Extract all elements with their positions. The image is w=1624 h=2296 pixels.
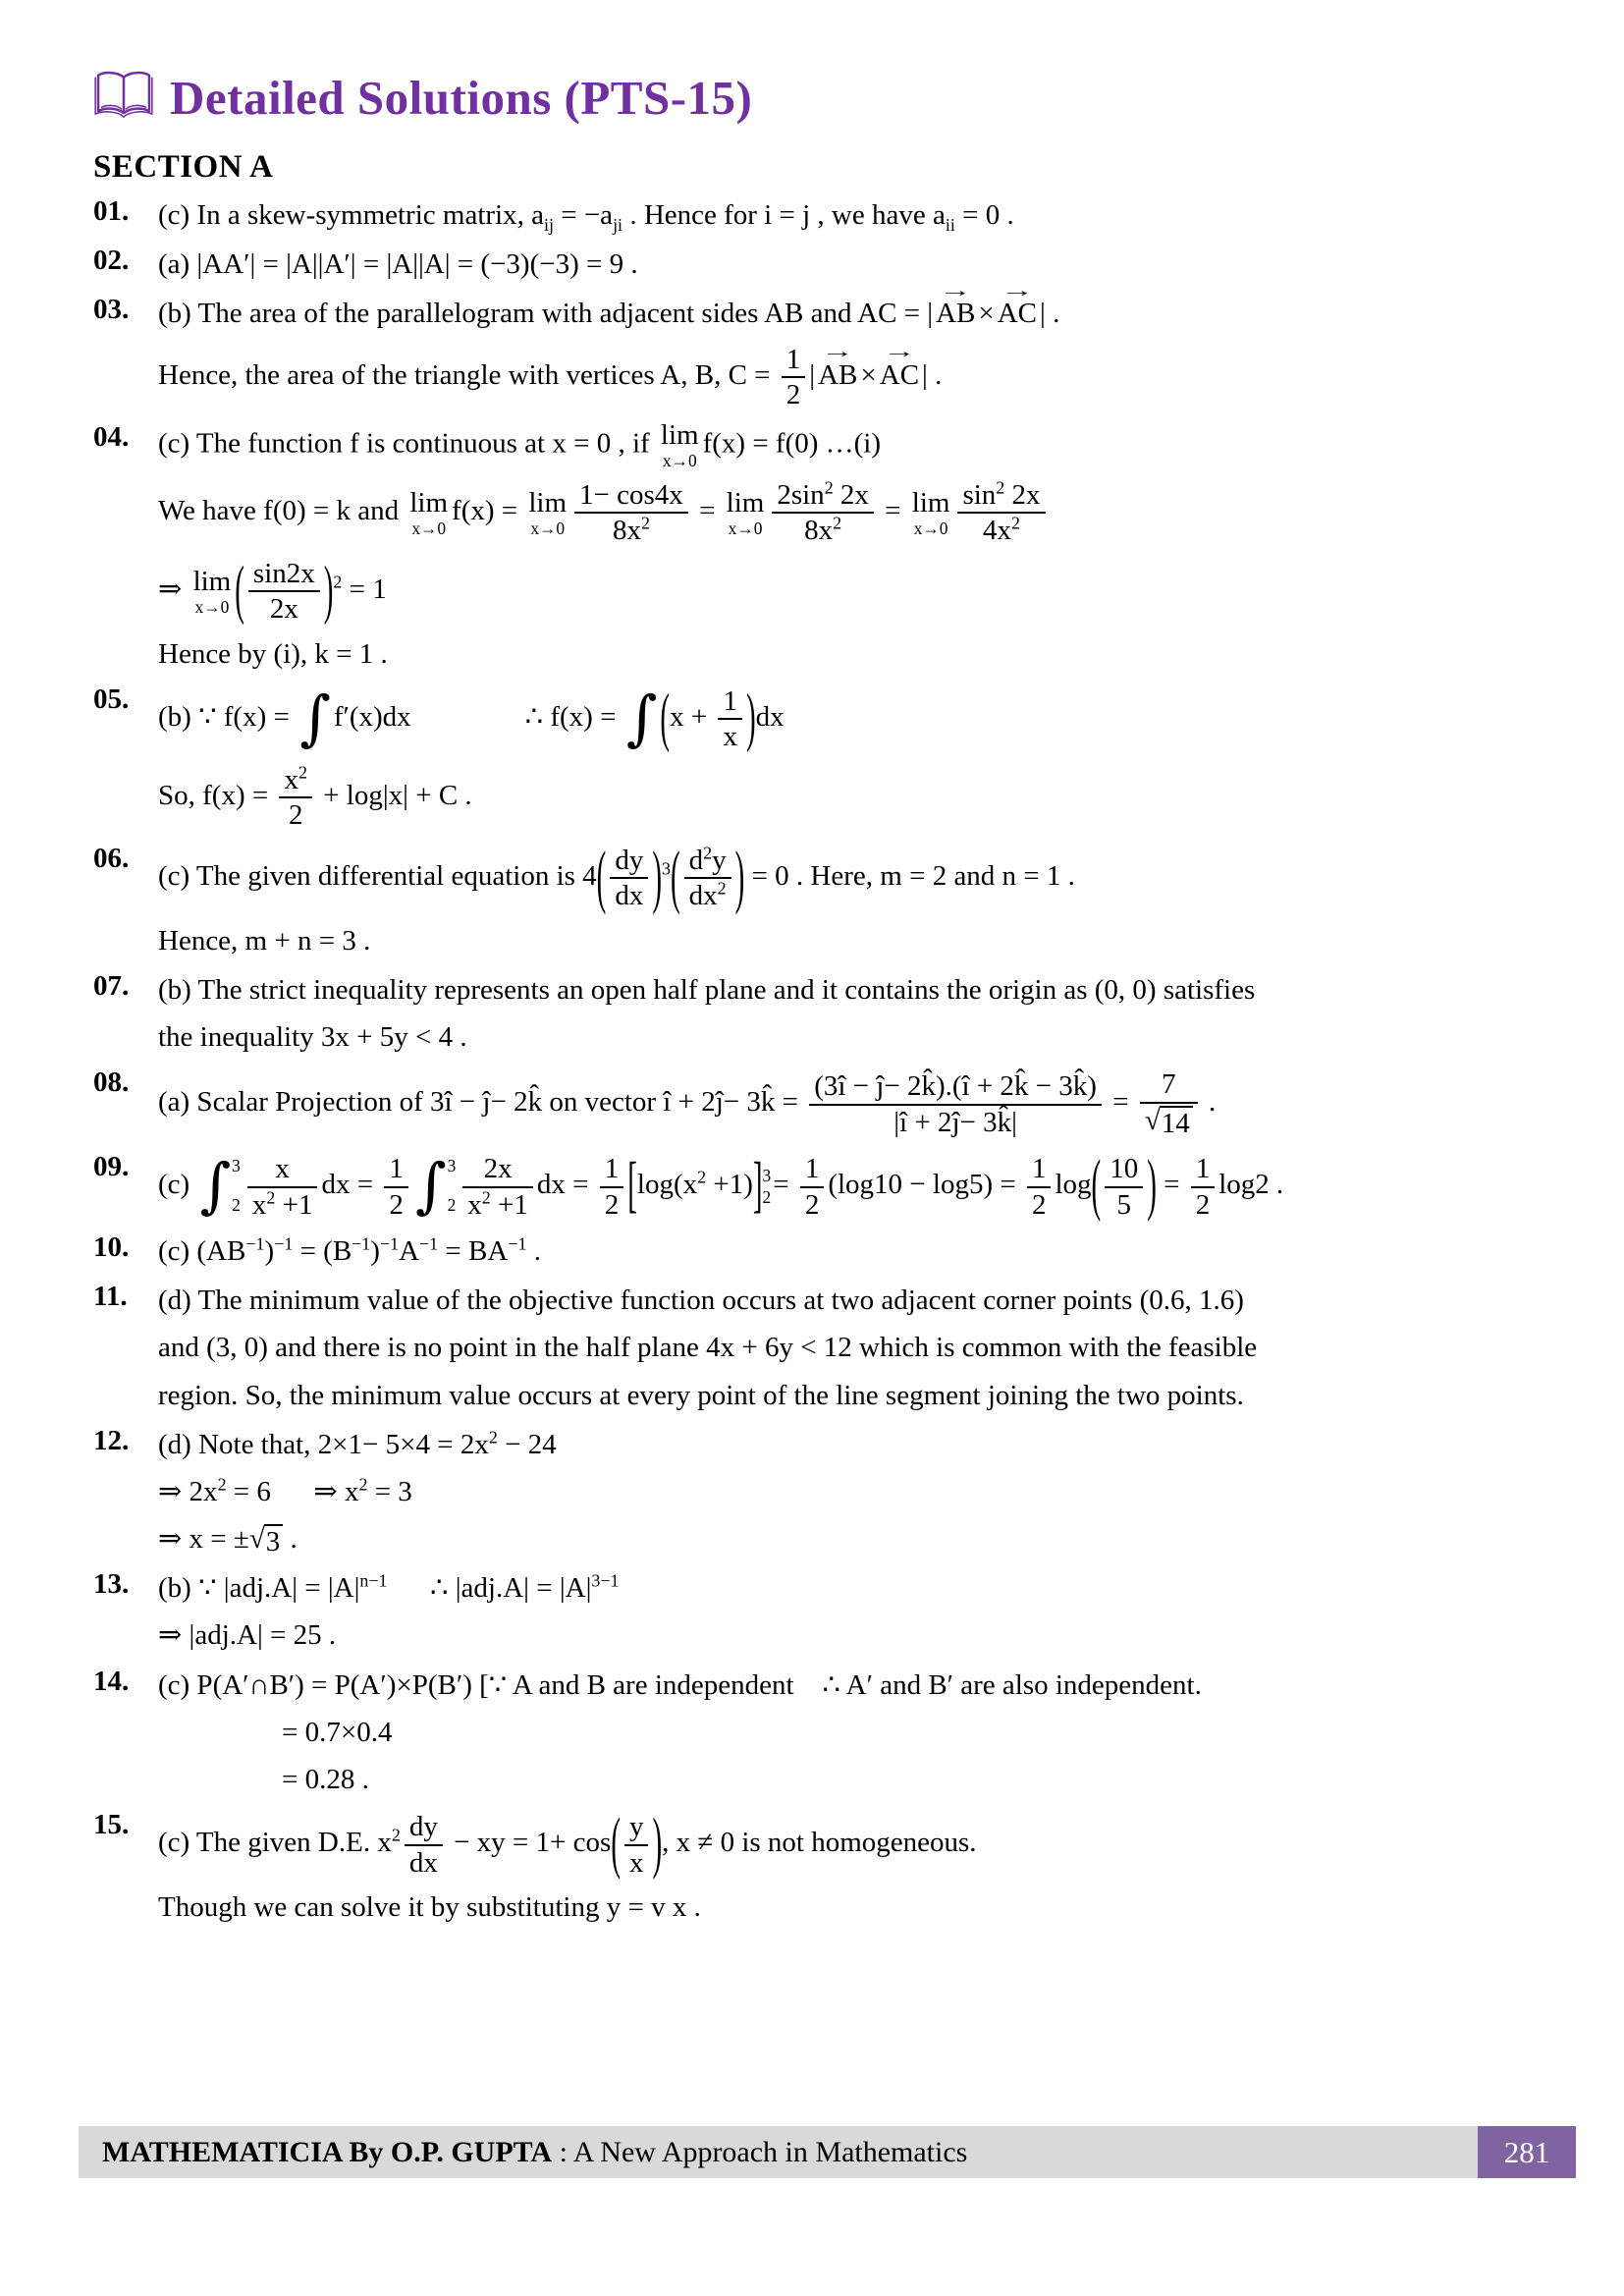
solution-line: (a) |AA′| = |A||A′| = |A||A| = (−3)(−3) = 9 . (158, 248, 638, 281)
solution-line: Hence, m + n = 3 . (158, 924, 371, 957)
solution-item (93, 838, 1573, 961)
superscript: 2 (358, 1474, 368, 1495)
title-row (93, 69, 1573, 126)
page-number-badge: 281 (1478, 2126, 1576, 2178)
denominator: dx (615, 880, 644, 912)
square-root (1145, 1106, 1193, 1140)
numerator: 1− cos4x (574, 479, 688, 514)
open-book-icon (93, 69, 154, 126)
solution-line: (c) In a skew-symmetric matrix, $a_{ij} = -a_{ji}$ . Hence for i = j , we have $a_{ii} = 0$ . (158, 199, 1014, 235)
item-number: 09. (93, 1151, 130, 1183)
big-delimiter: ) (652, 1805, 663, 1882)
radicand: 14 (1160, 1106, 1193, 1140)
superscript: 2 (391, 1825, 401, 1845)
denominator: 2 (785, 378, 801, 410)
integral (199, 1151, 241, 1222)
solution-item (93, 1666, 1573, 1801)
big-delimiter: ( (611, 1805, 621, 1882)
fraction (600, 1153, 624, 1221)
integral-sign: ∫ (414, 1151, 447, 1222)
fraction (1027, 1153, 1052, 1221)
fraction (684, 845, 731, 912)
item-body (158, 838, 1573, 961)
solution-line: Though we can solve it by substituting y = v x . (158, 1890, 701, 1923)
solution-item (93, 245, 1573, 285)
superscript: −1 (245, 1233, 265, 1254)
fraction (1140, 1068, 1198, 1140)
bracket-bounds: 3 2 (762, 1165, 772, 1208)
big-delimiter: ( (660, 682, 671, 755)
solution-line: region. So, the minimum value occurs at every point of the line segment joining the two points. (158, 1379, 1244, 1411)
radical-sign: √ (248, 1523, 265, 1556)
solution-line: ⇒ |adj.A| = 25 . (158, 1619, 337, 1652)
solution-line: Hence by (i), k = 1 . (158, 637, 388, 670)
solution-item (93, 195, 1573, 236)
big-delimiter: ( (1091, 1147, 1102, 1224)
radicand: 3 (264, 1524, 284, 1558)
solution-line: (b) The area of the parallelogram with adjacent sides AB and AC = | → AB × → AC | . (158, 294, 1573, 334)
page-content (93, 69, 1573, 1937)
solution-line: We have f(0) = k and lim x→0 f(x) = lim x→0 $\frac{1- \cos 4x}{8x^2}$ = lim x→0 $\frac{2\sin^2 2x}{8x^2}$ = lim x→0 $\frac{\sin^2 2x}{4x^2}$ (158, 477, 1573, 549)
superscript: −1 (274, 1233, 294, 1254)
limit: lim x→0 (528, 486, 568, 538)
numerator: $x^2$ (279, 764, 311, 798)
solution-line: (c) The given D.E. $x^2$ $\frac{dy}{dx}$ − xy = 1+ cos( $\frac{y}{x}$ ), x ≠ 0 is not homogeneous. (158, 1805, 977, 1882)
numerator: dy (405, 1811, 443, 1845)
limit: lim x→0 (660, 419, 699, 471)
numerator: $d^2y$ (684, 845, 731, 879)
denominator: $x^2 +1$ (467, 1186, 528, 1221)
item-number: 08. (93, 1066, 130, 1099)
integral-sign: ∫ (199, 1151, 232, 1222)
vector-arrow-icon: → (939, 280, 972, 302)
solution-item (93, 1231, 1573, 1272)
item-number: 10. (93, 1230, 130, 1263)
numerator: $2\sin^2$ 2x (772, 479, 874, 514)
superscript: 2 (333, 572, 343, 592)
numerator: 1 (1027, 1153, 1052, 1187)
item-body (158, 245, 1573, 285)
solution-line: = 0.7×0.4 (282, 1716, 393, 1748)
page-title: Detailed Solutions (PTS-15) (170, 70, 753, 125)
superscript: 2 (697, 1167, 707, 1187)
solutions-list (93, 195, 1573, 1928)
solution-line: (c) P(A′∩B′) = P(A′)×P(B′) [∵ A and B are independent ∴ A′ and B′ are also independent. (158, 1668, 1202, 1701)
subscript: ij (543, 214, 554, 235)
item-number: 06. (93, 842, 130, 874)
solution-line: (d) Note that, $2\times 1- 5\times 4 = 2x^2 - 24$ (158, 1427, 557, 1460)
denominator (1140, 1104, 1198, 1140)
integral-sign: ∫ (625, 683, 658, 753)
denominator: $x^2 +1$ (251, 1186, 313, 1221)
item-body (158, 683, 1573, 834)
superscript: −1 (352, 1233, 371, 1254)
vector: → AB (818, 341, 858, 391)
solution-line: (b) ∵ f(x) = ∫ f′(x)dx ∴ f(x) = ∫ (x + $\frac{1}{x}$ )dx (158, 682, 785, 755)
numerator: y (624, 1811, 649, 1845)
item-body (158, 970, 1573, 1058)
radical-sign: √ (1144, 1104, 1161, 1136)
subscript: ii (945, 214, 955, 235)
fraction (1105, 1153, 1143, 1221)
big-delimiter: ) (745, 682, 756, 755)
subscript: ji (613, 214, 623, 235)
big-delimiter: ) (734, 838, 745, 916)
item-number: 07. (93, 969, 130, 1002)
fraction (718, 685, 742, 753)
numerator: (3î − ĵ− 2k̂).(î + 2k̂ − 3k̂) (809, 1070, 1102, 1105)
denominator: 2 (288, 799, 303, 832)
footer-brand-rest: : A New Approach in Mathematics (552, 2135, 968, 2168)
item-body (158, 421, 1573, 674)
solution-line: So, f(x) = $\frac{x^2}{2}$ + log|x| + C . (158, 762, 472, 832)
fraction (782, 344, 806, 411)
superscript: −1 (379, 1233, 400, 1254)
item-number: 05. (93, 683, 130, 715)
big-delimiter: ( (235, 554, 244, 627)
item-body (158, 1805, 1573, 1928)
denominator: 5 (1116, 1188, 1131, 1221)
numerator: 1 (782, 344, 806, 378)
denominator: x (628, 1846, 644, 1879)
item-number: 01. (93, 195, 130, 227)
limit: lim x→0 (726, 486, 765, 538)
solution-line: (d) The minimum value of the objective function occurs at two adjacent corner points (0.6, 1.6) (158, 1285, 1244, 1317)
big-delimiter: ( (671, 838, 680, 916)
fraction (462, 1153, 533, 1221)
denominator: 2x (269, 593, 298, 626)
fraction (1191, 1153, 1216, 1221)
denominator: 2 (389, 1188, 404, 1221)
superscript: 2 (217, 1474, 227, 1495)
solution-line: (c) The function f is continuous at x = 0 , if lim x→0 f(x) = f(0) …(i) (158, 419, 882, 471)
integral (299, 683, 331, 753)
numerator: 1 (1191, 1153, 1216, 1187)
superscript: 2 (298, 762, 307, 783)
denominator: |î + 2ĵ− 3k̂| (893, 1106, 1017, 1138)
vector: → AC (879, 341, 920, 391)
superscript: 2 (833, 513, 842, 533)
item-body (158, 195, 1573, 236)
solution-item (93, 1805, 1573, 1928)
denominator: 2 (604, 1188, 620, 1221)
fraction (624, 1811, 649, 1879)
numerator: 10 (1105, 1153, 1143, 1187)
superscript: 2 (996, 477, 1005, 498)
solution-line: (c) ∫ 3 2 $\frac{x}{x^2 +1}$ dx = $\frac{1}{2}$ ∫ 3 2 $\frac{2x}{x^2 +1}$ dx = $\frac{1}{2}$ $[\log(x^2 +1)]$ 3 2 = $\frac{1}{2}$ (log10 − log5) = $\frac{1}{2}$ log( $\frac{10}{5}$ ) = $\frac{1}{2}$ log2 . (158, 1147, 1284, 1224)
solution-line: ⇒ x = ± √ 3 . (158, 1523, 298, 1558)
superscript: 2 (266, 1186, 276, 1207)
item-body (158, 1281, 1573, 1416)
solution-item (93, 970, 1573, 1058)
solution-item (93, 1066, 1573, 1142)
numerator: 1 (718, 685, 742, 720)
integral-sign: ∫ (299, 683, 331, 753)
item-body (158, 1666, 1573, 1801)
footer-brand-bold: MATHEMATICIA By O.P. GUPTA (102, 2135, 553, 2168)
denominator: 2 (1031, 1188, 1047, 1221)
denominator: $4x^2$ (983, 513, 1020, 547)
solution-line: ⇒ $2x^2 = 6$ ⇒ $x^2 = 3$ (158, 1474, 412, 1507)
item-body (158, 1568, 1573, 1656)
integral (625, 683, 658, 753)
integral (414, 1151, 457, 1222)
solution-item (93, 421, 1573, 674)
denominator: dx (408, 1846, 438, 1879)
solution-item (93, 1281, 1573, 1416)
solution-item (93, 280, 1573, 412)
denominator: $8x^2$ (612, 513, 650, 547)
item-body (158, 1231, 1573, 1272)
solution-line: (b) ∵ $|adj.A| = |A|^{n-1}$ ∴ $|adj.A| = |A|^{3-1}$ (158, 1570, 620, 1605)
denominator: x (723, 721, 737, 753)
item-body (158, 280, 1573, 412)
integral-bounds: 3 2 (232, 1156, 241, 1215)
numerator: 7 (1140, 1068, 1198, 1103)
square-root (249, 1524, 283, 1558)
solution-line: (c) The given differential equation is 4( $\frac{dy}{dx}$ )$^3$( $\frac{d^2y}{dx^2}$ ) = 0 . Here, m = 2 and n = 1 . (158, 838, 1075, 916)
solution-item (93, 683, 1573, 834)
big-delimiter: ) (652, 838, 663, 916)
item-number: 13. (93, 1568, 130, 1601)
item-body (158, 1425, 1573, 1560)
fraction (384, 1153, 408, 1221)
solution-item (93, 1425, 1573, 1560)
big-delimiter: ) (323, 554, 334, 627)
item-number: 03. (93, 294, 130, 326)
solution-line: the inequality 3x + 5y < 4 . (158, 1021, 467, 1054)
numerator: dy (610, 845, 648, 879)
superscript: −1 (508, 1233, 527, 1254)
solution-item (93, 1147, 1573, 1224)
solution-line: Hence, the area of the triangle with vertices A, B, C = $\frac{1}{2}$ | → AB × → AC | . (158, 341, 943, 410)
fraction (809, 1070, 1102, 1138)
solution-line: = 0.28 . (282, 1763, 369, 1795)
superscript: 2 (824, 477, 834, 498)
item-number: 02. (93, 245, 130, 277)
numerator: 1 (800, 1153, 825, 1187)
item-number: 04. (93, 421, 130, 454)
limit: lim x→0 (192, 565, 232, 617)
fraction (574, 479, 688, 547)
solution-line: (b) The strict inequality represents an open half plane and it contains the origin as (0, 0) satisfies (158, 973, 1256, 1006)
fraction (279, 764, 311, 832)
footer-brand (79, 2136, 967, 2169)
item-body (158, 1066, 1573, 1142)
superscript: 2 (1011, 513, 1020, 533)
superscript: 2 (481, 1186, 491, 1207)
fraction (247, 1153, 318, 1221)
big-delimiter: ] (752, 1151, 763, 1221)
solution-line: ⇒ lim x→0 ( $\frac{\sin 2x}{2x}$ )$^2$ = 1 (158, 554, 387, 627)
superscript: 2 (703, 843, 713, 863)
item-number: 11. (93, 1281, 128, 1313)
integral-bounds: 3 2 (447, 1156, 457, 1215)
item-number: 15. (93, 1809, 130, 1841)
fraction (248, 558, 320, 626)
numerator: 1 (600, 1153, 624, 1187)
solution-line: (c) $(AB^{-1})^{-1} = (B^{-1})^{-1}A^{-1} = BA^{-1}$ . (158, 1233, 541, 1267)
numerator: $\sin^2 2x$ (957, 479, 1045, 514)
fraction (957, 479, 1045, 547)
solution-item (93, 1568, 1573, 1656)
big-delimiter: ) (1147, 1147, 1157, 1224)
item-number: 12. (93, 1424, 130, 1456)
item-number: 14. (93, 1665, 130, 1697)
fraction (610, 845, 648, 912)
vector-arrow-icon: → (1001, 280, 1034, 302)
denominator: $dx^2$ (688, 878, 727, 912)
limit: lim x→0 (409, 486, 449, 538)
vector: → AC (997, 280, 1038, 330)
denominator: $8x^2$ (804, 513, 842, 547)
section-heading: SECTION A (93, 149, 274, 185)
footer-bar (79, 2126, 1576, 2178)
solution-line: and (3, 0) and there is no point in the half plane 4x + 6y < 12 which is common with the feasible (158, 1332, 1258, 1364)
fraction (800, 1153, 825, 1221)
fraction (772, 479, 874, 547)
vector: → AB (936, 280, 976, 330)
limit: lim x→0 (911, 486, 950, 538)
vector-arrow-icon: → (821, 341, 854, 363)
superscript: 3 (662, 858, 671, 879)
big-delimiter: ( (596, 838, 607, 916)
item-body (158, 1147, 1573, 1224)
superscript: 2 (640, 513, 650, 533)
superscript: 2 (488, 1427, 498, 1448)
superscript: −1 (419, 1233, 439, 1254)
numerator: 2x (462, 1153, 533, 1187)
denominator: 2 (804, 1188, 820, 1221)
denominator: 2 (1195, 1188, 1211, 1221)
solution-line: (a) Scalar Projection of 3î − ĵ− 2k̂ on vector î + 2ĵ− 3k̂ = $\frac{(3î - ĵ- 2k̂).(î + 2k̂ - 3k̂)}{|î + 2ĵ- 3k̂|}$ = 7 √ 14 . (158, 1068, 1217, 1139)
numerator: 1 (384, 1153, 408, 1187)
vector-arrow-icon: → (883, 341, 916, 363)
numerator: sin2x (248, 558, 320, 592)
superscript: n−1 (359, 1570, 388, 1591)
fraction (405, 1811, 443, 1879)
superscript: 2 (717, 878, 727, 899)
big-delimiter: [ (627, 1151, 637, 1221)
superscript: 3−1 (591, 1570, 620, 1591)
numerator: x (247, 1153, 318, 1187)
